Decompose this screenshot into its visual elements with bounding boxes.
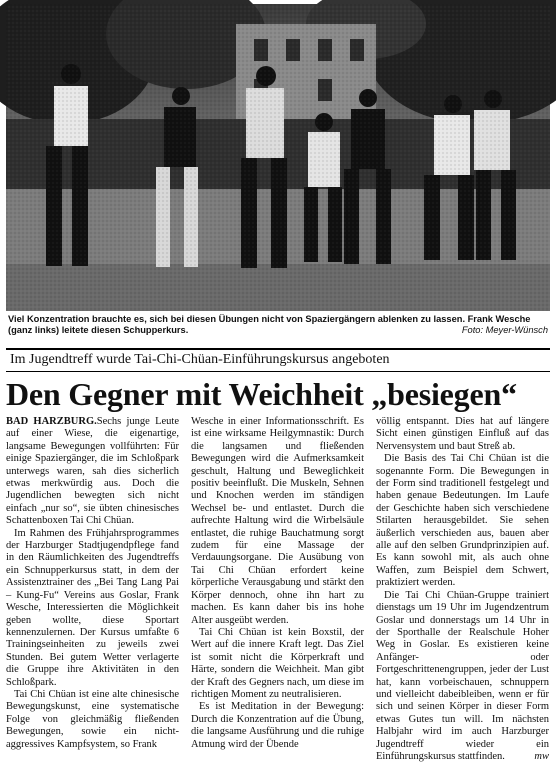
paragraph-text: Die Tai Chi Chüan-Gruppe trainiert dienstags um 19 Uhr im Jugendzentrum Goslar und donnerstags um 14 Uhr in der Sporthalle der Realschule Hoher Weg in Goslar. Es existieren keine Anfänger- oder Fortgeschrittenengruppen, jeder der Lust hat, kann vorbeischauen, schnuppern und vielleicht dabeibleiben, wenn er für sich und seinen Körper in dieser Form etwas Gutes tun will. Im nächsten Halbjahr wird im auch Harzburger Jugendtreff wieder ein Einführungskursus stattfinden.	[376, 589, 549, 762]
paragraph: Tai Chi Chüan ist kein Boxstil, der Wert auf die innere Kraft legt. Das Ziel ist somit nicht die Körperkraft und Härte, sondern die Weichheit. Man gibt der Kraft des Gegners nach, um diese im richtigen Moment zu neutralisieren.	[191, 626, 364, 700]
paragraph	[6, 416, 179, 528]
author-signature: mw	[534, 750, 549, 762]
article-photo	[6, 4, 550, 311]
paragraph: völlig entspannt. Dies hat auf längere Sicht einen günstigen Einfluß auf das Nervensystem und baut Streß ab.	[376, 416, 549, 452]
caption-text: Viel Konzentration brauchte es, sich bei diesen Übungen nicht von Spaziergängern ablenken zu lassen. Frank Wesche (ganz links) leitete diesen Schupperkurs.	[8, 314, 531, 335]
article-column-2	[191, 416, 364, 748]
paragraph-text: Sechs junge Leute auf einer Wiese, die eigenartige, langsame Bewegungen vollführten: Für einige Spaziergänger, die im Schloßpark unterwegs waren, sah dies sicherlich etwas merkwürdig aus. Doch die Jugendlichen bewegten sich nicht einfach „nur so“, sie übten chinesisches Schattenboxen Tai Chi Chüan.	[6, 416, 179, 527]
paragraph: Im Rahmen des Frühjahrsprogrammes der Harzburger Stadtjugendpflege fand in den Räumlichkeiten des Jugendtreffs ein Schnupperkursus statt, in dem der Assistenztrainer des „Bei Tang Lang Pai – Kung-Fu“ Vereins aus Goslar, Frank Wesche, Interessierten die Möglichkeit geben wollte, diese Sportart kennenzulernen. Der Kursus umfaßte 6 Trainingseinheiten zu jeweils zwei Stunden. Bei gutem Wetter verlagerte die Gruppe ihre Aktivitäten in den Schloßpark.	[6, 527, 179, 688]
paragraph: Wesche in einer Informationsschrift. Es ist eine wirksame Heilgymnastik: Durch die langsamen und fließenden Bewegungen wird die Aufmerksamkeit geschult, Haltung und Beweglichkeit positiv beeinflußt. Die Muskeln, Sehnen und Knochen werden im ständigen Wechsel be- und entlastet. Durch die aufrechte Haltung wird die Wirbelsäule entlastet, die ruhige Bauchatmung sorgt zudem für eine Massage der Verdauungsorgane. Die Ausübung von Tai Chi Chüan erfordert keine körperliche Verausgabung und stärkt den Körper dennoch, ohne ihn hart zu machen. Es kann daher bis ins hohe Alter ausgeübt werden.	[191, 416, 364, 626]
photo-group-practicing-tai-chi	[6, 4, 550, 311]
photo-credit: Foto: Meyer-Wünsch	[461, 325, 548, 335]
dateline: BAD HARZBURG.	[6, 416, 97, 427]
photo-caption	[8, 314, 548, 336]
kicker-text: Im Jugendtreff wurde Tai-Chi-Chüan-Einführungskursus angeboten	[10, 352, 390, 367]
paragraph: Es ist Meditation in der Bewegung: Durch die Konzentration auf die Übung, die langsame Ausführung und die ruhige Atmung wird der Übende	[191, 701, 364, 750]
paragraph	[376, 590, 549, 763]
article-column-3	[376, 416, 549, 762]
paragraph: Die Basis des Tai Chi Chüan ist die sogenannte Form. Die Bewegungen in der Form sind traditionell festgelegt und haben genaue Bedeutungen. Im Laufe der Geschichte haben sich verschiedene Stilarten herausgebildet. Sie sehen äußerlich verschieden aus, bauen aber alle auf den selben Grundprinzipien auf. Es kann sowohl mit, als auch ohne Waffen, zum Beispiel dem Schwert, praktiziert werden.	[376, 453, 549, 589]
headline: Den Gegner mit Weichheit „besiegen“	[6, 376, 517, 412]
article-column-1	[6, 416, 179, 748]
paragraph: Tai Chi Chüan ist eine alte chinesische Bewegungskunst, eine systematische Folge von gleichmäßig fließenden Bewegungen, sowie ein nicht-aggressives Kampfsystem, so Frank	[6, 688, 179, 750]
kicker-bar	[6, 348, 550, 372]
